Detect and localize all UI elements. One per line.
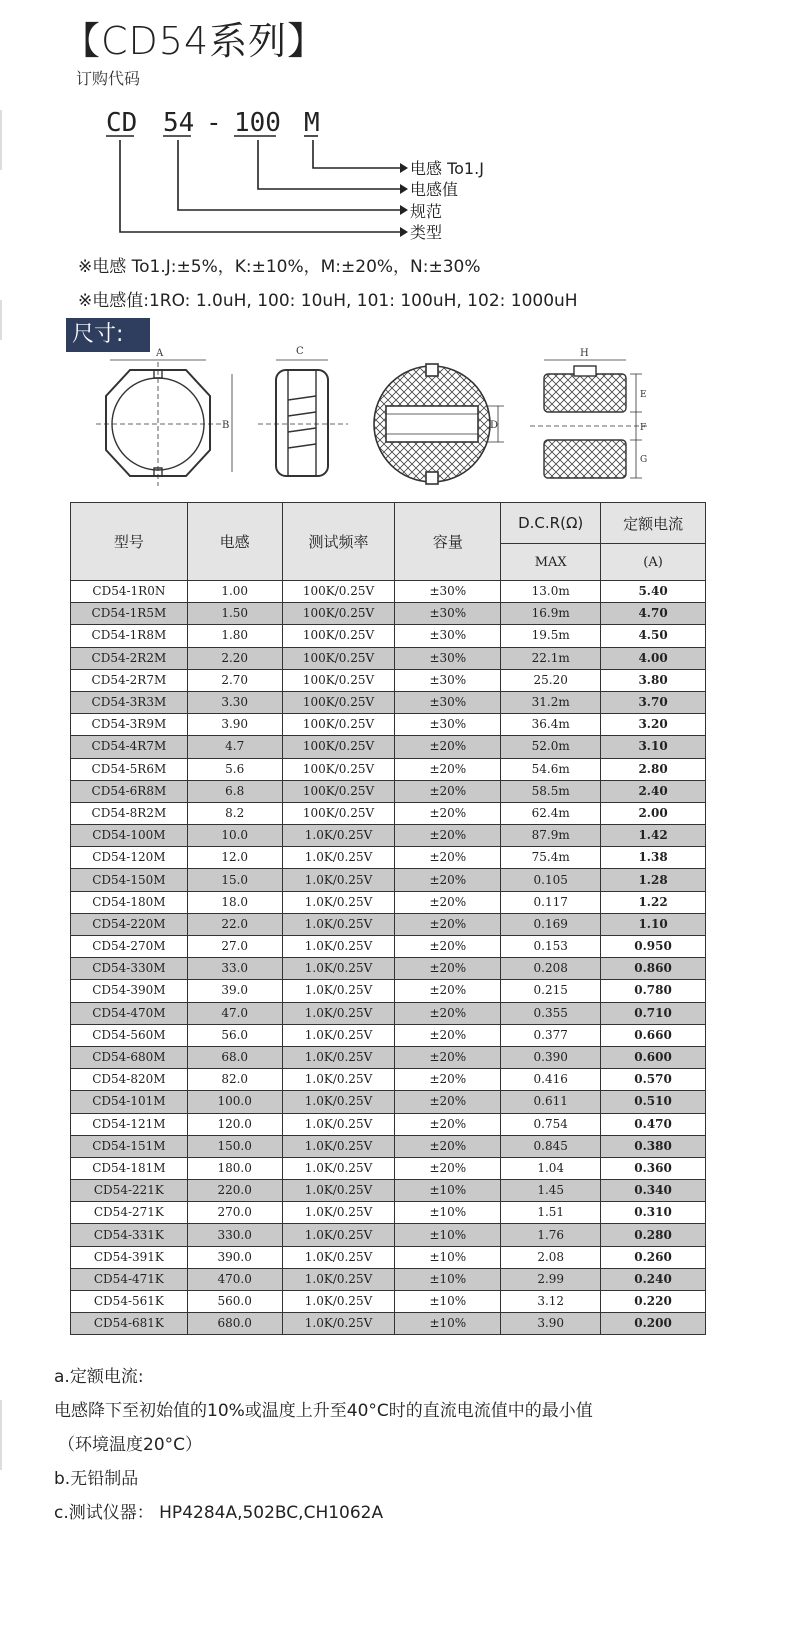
dim-label-g: G — [640, 455, 648, 465]
cell-test-frequency: 1.0K/0.25V — [282, 1268, 395, 1290]
cell-test-frequency: 1.0K/0.25V — [282, 1246, 395, 1268]
cell-dcr: 31.2m — [501, 691, 601, 713]
cell-tolerance: ±20% — [395, 936, 501, 958]
table-row — [71, 1046, 706, 1068]
table-row — [71, 758, 706, 780]
cell-tolerance: ±10% — [395, 1180, 501, 1202]
cell-tolerance: ±20% — [395, 1135, 501, 1157]
cell-inductance: 39.0 — [187, 980, 282, 1002]
cell-inductance: 220.0 — [187, 1180, 282, 1202]
cell-tolerance: ±20% — [395, 913, 501, 935]
cell-rated-current: 1.10 — [601, 913, 706, 935]
cell-inductance: 56.0 — [187, 1024, 282, 1046]
cell-tolerance: ±20% — [395, 1069, 501, 1091]
code-part-value: 100 — [234, 108, 281, 138]
cell-model: CD54-100M — [71, 825, 188, 847]
cell-dcr: 1.51 — [501, 1202, 601, 1224]
cell-dcr: 0.117 — [501, 891, 601, 913]
table-row — [71, 625, 706, 647]
cell-dcr: 0.416 — [501, 1069, 601, 1091]
cell-tolerance: ±10% — [395, 1313, 501, 1335]
cell-test-frequency: 1.0K/0.25V — [282, 825, 395, 847]
table-row — [71, 1002, 706, 1024]
cell-tolerance: ±30% — [395, 647, 501, 669]
spec-table — [70, 502, 706, 1335]
inductance-value-note: ※电感值:1RO: 1.0uH, 100: 10uH, 101: 100uH, 102: 1000uH — [78, 291, 578, 311]
cell-rated-current: 1.22 — [601, 891, 706, 913]
cell-inductance: 15.0 — [187, 869, 282, 891]
cell-rated-current: 0.950 — [601, 936, 706, 958]
cell-tolerance: ±10% — [395, 1246, 501, 1268]
cell-model: CD54-150M — [71, 869, 188, 891]
cell-inductance: 180.0 — [187, 1157, 282, 1179]
cell-dcr: 0.105 — [501, 869, 601, 891]
cell-model: CD54-4R7M — [71, 736, 188, 758]
cell-inductance: 560.0 — [187, 1291, 282, 1313]
cell-dcr: 25.20 — [501, 669, 601, 691]
cell-tolerance: ±20% — [395, 980, 501, 1002]
cell-dcr: 0.208 — [501, 958, 601, 980]
dim-label-f: F — [640, 423, 647, 433]
cell-dcr: 22.1m — [501, 647, 601, 669]
cell-inductance: 330.0 — [187, 1224, 282, 1246]
cell-model: CD54-271K — [71, 1202, 188, 1224]
cell-inductance: 68.0 — [187, 1046, 282, 1068]
cell-dcr: 75.4m — [501, 847, 601, 869]
cell-rated-current: 4.50 — [601, 625, 706, 647]
cell-test-frequency: 1.0K/0.25V — [282, 1202, 395, 1224]
cell-test-frequency: 1.0K/0.25V — [282, 1135, 395, 1157]
table-row — [71, 1024, 706, 1046]
table-row — [71, 603, 706, 625]
cell-model: CD54-101M — [71, 1091, 188, 1113]
cell-dcr: 0.215 — [501, 980, 601, 1002]
cell-model: CD54-561K — [71, 1291, 188, 1313]
cell-test-frequency: 1.0K/0.25V — [282, 1091, 395, 1113]
cell-inductance: 2.70 — [187, 669, 282, 691]
cell-inductance: 100.0 — [187, 1091, 282, 1113]
cell-model: CD54-680M — [71, 1046, 188, 1068]
cell-test-frequency: 1.0K/0.25V — [282, 1046, 395, 1068]
size-section-label: 尺寸: — [66, 318, 150, 352]
cell-rated-current: 0.280 — [601, 1224, 706, 1246]
table-row — [71, 736, 706, 758]
table-row — [71, 1224, 706, 1246]
cell-model: CD54-180M — [71, 891, 188, 913]
cell-rated-current: 1.28 — [601, 869, 706, 891]
cell-rated-current: 0.600 — [601, 1046, 706, 1068]
cell-test-frequency: 1.0K/0.25V — [282, 847, 395, 869]
code-part-tolerance: M — [304, 108, 320, 138]
cell-tolerance: ±30% — [395, 669, 501, 691]
cell-tolerance: ±30% — [395, 603, 501, 625]
cell-inductance: 18.0 — [187, 891, 282, 913]
cell-inductance: 33.0 — [187, 958, 282, 980]
cell-tolerance: ±20% — [395, 1091, 501, 1113]
cell-dcr: 0.390 — [501, 1046, 601, 1068]
cell-dcr: 1.76 — [501, 1224, 601, 1246]
cell-test-frequency: 100K/0.25V — [282, 758, 395, 780]
cell-model: CD54-220M — [71, 913, 188, 935]
cell-test-frequency: 100K/0.25V — [282, 647, 395, 669]
cell-inductance: 2.20 — [187, 647, 282, 669]
cell-rated-current: 2.40 — [601, 780, 706, 802]
cell-inductance: 1.80 — [187, 625, 282, 647]
cross-section-drawing — [374, 364, 504, 484]
cell-inductance: 1.50 — [187, 603, 282, 625]
cell-rated-current: 1.38 — [601, 847, 706, 869]
cell-test-frequency: 1.0K/0.25V — [282, 1180, 395, 1202]
cell-dcr: 0.377 — [501, 1024, 601, 1046]
cell-test-frequency: 100K/0.25V — [282, 581, 395, 603]
cell-tolerance: ±20% — [395, 891, 501, 913]
cell-dcr: 0.845 — [501, 1135, 601, 1157]
cell-test-frequency: 1.0K/0.25V — [282, 958, 395, 980]
cell-tolerance: ±20% — [395, 802, 501, 824]
cell-model: CD54-471K — [71, 1268, 188, 1290]
header-tolerance: 容量 — [395, 503, 501, 581]
cell-rated-current: 0.470 — [601, 1113, 706, 1135]
table-row — [71, 1157, 706, 1179]
cell-test-frequency: 100K/0.25V — [282, 780, 395, 802]
table-row — [71, 581, 706, 603]
cell-dcr: 1.45 — [501, 1180, 601, 1202]
cell-tolerance: ±20% — [395, 1002, 501, 1024]
header-dcr: D.C.R(Ω) — [501, 503, 601, 544]
cell-rated-current: 3.10 — [601, 736, 706, 758]
table-row — [71, 1291, 706, 1313]
cell-inductance: 5.6 — [187, 758, 282, 780]
section-view-drawing — [530, 360, 650, 478]
cell-rated-current: 2.00 — [601, 802, 706, 824]
margin-mark — [0, 1400, 2, 1470]
cell-test-frequency: 100K/0.25V — [282, 603, 395, 625]
footnote-a-condition: （环境温度20°C） — [58, 1435, 203, 1455]
table-row — [71, 691, 706, 713]
header-rated-current: 定额电流 — [601, 503, 706, 544]
cell-model: CD54-2R7M — [71, 669, 188, 691]
cell-tolerance: ±20% — [395, 736, 501, 758]
cell-test-frequency: 100K/0.25V — [282, 736, 395, 758]
cell-rated-current: 0.310 — [601, 1202, 706, 1224]
cell-test-frequency: 1.0K/0.25V — [282, 1113, 395, 1135]
table-row — [71, 802, 706, 824]
cell-dcr: 0.355 — [501, 1002, 601, 1024]
cell-dcr: 52.0m — [501, 736, 601, 758]
cell-test-frequency: 100K/0.25V — [282, 625, 395, 647]
cell-rated-current: 0.260 — [601, 1246, 706, 1268]
cell-model: CD54-5R6M — [71, 758, 188, 780]
legend-tolerance: 电感 To1.J — [410, 159, 484, 178]
table-row — [71, 780, 706, 802]
cell-model: CD54-681K — [71, 1313, 188, 1335]
top-view-drawing — [96, 360, 232, 486]
cell-rated-current: 5.40 — [601, 581, 706, 603]
cell-model: CD54-820M — [71, 1069, 188, 1091]
dim-label-e: E — [640, 390, 647, 400]
cell-inductance: 3.30 — [187, 691, 282, 713]
cell-dcr: 13.0m — [501, 581, 601, 603]
cell-rated-current: 0.710 — [601, 1002, 706, 1024]
table-row — [71, 1113, 706, 1135]
dim-label-h: H — [580, 348, 589, 359]
footnote-a-title: a.定额电流: — [54, 1367, 144, 1387]
cell-rated-current: 0.570 — [601, 1069, 706, 1091]
cell-tolerance: ±20% — [395, 1157, 501, 1179]
order-code-label: 订购代码 — [76, 69, 141, 88]
cell-rated-current: 3.80 — [601, 669, 706, 691]
cell-dcr: 58.5m — [501, 780, 601, 802]
dim-label-c: C — [296, 346, 304, 357]
cell-model: CD54-6R8M — [71, 780, 188, 802]
legend-spec: 规范 — [410, 202, 443, 221]
cell-rated-current: 0.200 — [601, 1313, 706, 1335]
cell-rated-current: 0.360 — [601, 1157, 706, 1179]
table-row — [71, 1135, 706, 1157]
cell-model: CD54-331K — [71, 1224, 188, 1246]
cell-test-frequency: 1.0K/0.25V — [282, 913, 395, 935]
footnote-b: b.无铅制品 — [54, 1469, 139, 1489]
table-row — [71, 1091, 706, 1113]
cell-model: CD54-3R9M — [71, 714, 188, 736]
cell-rated-current: 0.220 — [601, 1291, 706, 1313]
cell-model: CD54-390M — [71, 980, 188, 1002]
cell-inductance: 10.0 — [187, 825, 282, 847]
cell-tolerance: ±20% — [395, 758, 501, 780]
code-part-dash: - — [206, 108, 222, 138]
cell-tolerance: ±10% — [395, 1291, 501, 1313]
cell-rated-current: 0.340 — [601, 1180, 706, 1202]
cell-dcr: 87.9m — [501, 825, 601, 847]
cell-tolerance: ±20% — [395, 1113, 501, 1135]
table-row — [71, 936, 706, 958]
cell-tolerance: ±10% — [395, 1224, 501, 1246]
cell-inductance: 82.0 — [187, 1069, 282, 1091]
cell-tolerance: ±20% — [395, 869, 501, 891]
cell-test-frequency: 100K/0.25V — [282, 669, 395, 691]
cell-dcr: 2.08 — [501, 1246, 601, 1268]
cell-dcr: 0.754 — [501, 1113, 601, 1135]
header-dcr-max: MAX — [501, 544, 601, 581]
cell-model: CD54-121M — [71, 1113, 188, 1135]
cell-tolerance: ±20% — [395, 847, 501, 869]
cell-model: CD54-560M — [71, 1024, 188, 1046]
table-row — [71, 1069, 706, 1091]
cell-inductance: 390.0 — [187, 1246, 282, 1268]
dimension-drawings — [0, 340, 800, 490]
table-row — [71, 980, 706, 1002]
table-row — [71, 1180, 706, 1202]
cell-tolerance: ±10% — [395, 1202, 501, 1224]
legend-inductance-value: 电感值 — [410, 180, 459, 199]
cell-test-frequency: 100K/0.25V — [282, 802, 395, 824]
cell-test-frequency: 1.0K/0.25V — [282, 1069, 395, 1091]
table-row — [71, 669, 706, 691]
cell-model: CD54-1R8M — [71, 625, 188, 647]
table-row — [71, 1313, 706, 1335]
cell-model: CD54-120M — [71, 847, 188, 869]
cell-inductance: 680.0 — [187, 1313, 282, 1335]
table-row — [71, 1268, 706, 1290]
cell-model: CD54-470M — [71, 1002, 188, 1024]
table-row — [71, 913, 706, 935]
cell-model: CD54-3R3M — [71, 691, 188, 713]
cell-dcr: 0.169 — [501, 913, 601, 935]
table-row — [71, 647, 706, 669]
cell-dcr: 3.12 — [501, 1291, 601, 1313]
margin-mark — [0, 300, 2, 340]
cell-test-frequency: 1.0K/0.25V — [282, 1313, 395, 1335]
cell-model: CD54-270M — [71, 936, 188, 958]
footnote-a-text: 电感降下至初始值的10%或温度上升至40°C时的直流电流值中的最小值 — [54, 1401, 593, 1421]
cell-test-frequency: 1.0K/0.25V — [282, 891, 395, 913]
cell-rated-current: 0.380 — [601, 1135, 706, 1157]
cell-dcr: 62.4m — [501, 802, 601, 824]
header-current-unit: (A) — [601, 544, 706, 581]
table-row — [71, 847, 706, 869]
cell-rated-current: 0.660 — [601, 1024, 706, 1046]
cell-inductance: 1.00 — [187, 581, 282, 603]
cell-inductance: 27.0 — [187, 936, 282, 958]
code-part-type: CD — [106, 108, 138, 138]
cell-model: CD54-330M — [71, 958, 188, 980]
cell-inductance: 270.0 — [187, 1202, 282, 1224]
cell-tolerance: ±20% — [395, 1024, 501, 1046]
cell-inductance: 47.0 — [187, 1002, 282, 1024]
cell-test-frequency: 1.0K/0.25V — [282, 936, 395, 958]
cell-inductance: 470.0 — [187, 1268, 282, 1290]
table-row — [71, 714, 706, 736]
cell-dcr: 19.5m — [501, 625, 601, 647]
cell-rated-current: 1.42 — [601, 825, 706, 847]
cell-dcr: 3.90 — [501, 1313, 601, 1335]
dim-label-a: A — [156, 348, 164, 359]
cell-rated-current: 0.860 — [601, 958, 706, 980]
table-row — [71, 825, 706, 847]
table-row — [71, 1202, 706, 1224]
table-row — [71, 869, 706, 891]
cell-model: CD54-2R2M — [71, 647, 188, 669]
code-part-spec: 54 — [163, 108, 195, 138]
cell-test-frequency: 100K/0.25V — [282, 714, 395, 736]
cell-dcr: 0.611 — [501, 1091, 601, 1113]
cell-tolerance: ±30% — [395, 691, 501, 713]
cell-test-frequency: 1.0K/0.25V — [282, 1224, 395, 1246]
cell-tolerance: ±30% — [395, 581, 501, 603]
cell-model: CD54-221K — [71, 1180, 188, 1202]
table-row — [71, 958, 706, 980]
cell-model: CD54-181M — [71, 1157, 188, 1179]
cell-rated-current: 3.20 — [601, 714, 706, 736]
dim-label-d: D — [490, 420, 499, 431]
cell-test-frequency: 1.0K/0.25V — [282, 1024, 395, 1046]
cell-dcr: 54.6m — [501, 758, 601, 780]
cell-model: CD54-151M — [71, 1135, 188, 1157]
cell-inductance: 22.0 — [187, 913, 282, 935]
cell-rated-current: 0.780 — [601, 980, 706, 1002]
cell-inductance: 120.0 — [187, 1113, 282, 1135]
tolerance-note: ※电感 To1.J:±5%，K:±10%，M:±20%，N:±30% — [78, 257, 481, 277]
cell-model: CD54-1R0N — [71, 581, 188, 603]
cell-tolerance: ±30% — [395, 714, 501, 736]
page-title: 【CD54系列】 — [62, 19, 327, 63]
cell-tolerance: ±20% — [395, 958, 501, 980]
table-row — [71, 891, 706, 913]
cell-rated-current: 4.00 — [601, 647, 706, 669]
cell-rated-current: 3.70 — [601, 691, 706, 713]
cell-rated-current: 4.70 — [601, 603, 706, 625]
cell-inductance: 3.90 — [187, 714, 282, 736]
cell-rated-current: 2.80 — [601, 758, 706, 780]
footnote-c: c.测试仪器： HP4284A,502BC,CH1062A — [54, 1503, 384, 1523]
cell-dcr: 16.9m — [501, 603, 601, 625]
cell-tolerance: ±20% — [395, 825, 501, 847]
cell-test-frequency: 1.0K/0.25V — [282, 1002, 395, 1024]
cell-tolerance: ±20% — [395, 1046, 501, 1068]
header-inductance: 电感 — [187, 503, 282, 581]
cell-test-frequency: 1.0K/0.25V — [282, 980, 395, 1002]
legend-type: 类型 — [410, 223, 443, 242]
cell-inductance: 12.0 — [187, 847, 282, 869]
cell-model: CD54-8R2M — [71, 802, 188, 824]
cell-dcr: 36.4m — [501, 714, 601, 736]
cell-inductance: 8.2 — [187, 802, 282, 824]
cell-inductance: 4.7 — [187, 736, 282, 758]
cell-rated-current: 0.240 — [601, 1268, 706, 1290]
cell-dcr: 0.153 — [501, 936, 601, 958]
cell-tolerance: ±20% — [395, 780, 501, 802]
cell-test-frequency: 1.0K/0.25V — [282, 1291, 395, 1313]
header-model: 型号 — [71, 503, 188, 581]
order-code-leader-lines — [0, 0, 800, 250]
cell-tolerance: ±30% — [395, 625, 501, 647]
dim-label-b: B — [222, 420, 230, 431]
cell-test-frequency: 1.0K/0.25V — [282, 1157, 395, 1179]
cell-rated-current: 0.510 — [601, 1091, 706, 1113]
cell-dcr: 1.04 — [501, 1157, 601, 1179]
cell-model: CD54-391K — [71, 1246, 188, 1268]
cell-test-frequency: 1.0K/0.25V — [282, 869, 395, 891]
cell-inductance: 150.0 — [187, 1135, 282, 1157]
cell-inductance: 6.8 — [187, 780, 282, 802]
side-view-drawing — [258, 360, 348, 476]
cell-test-frequency: 100K/0.25V — [282, 691, 395, 713]
header-test-frequency: 测试频率 — [282, 503, 395, 581]
cell-dcr: 2.99 — [501, 1268, 601, 1290]
cell-tolerance: ±10% — [395, 1268, 501, 1290]
table-row — [71, 1246, 706, 1268]
cell-model: CD54-1R5M — [71, 603, 188, 625]
